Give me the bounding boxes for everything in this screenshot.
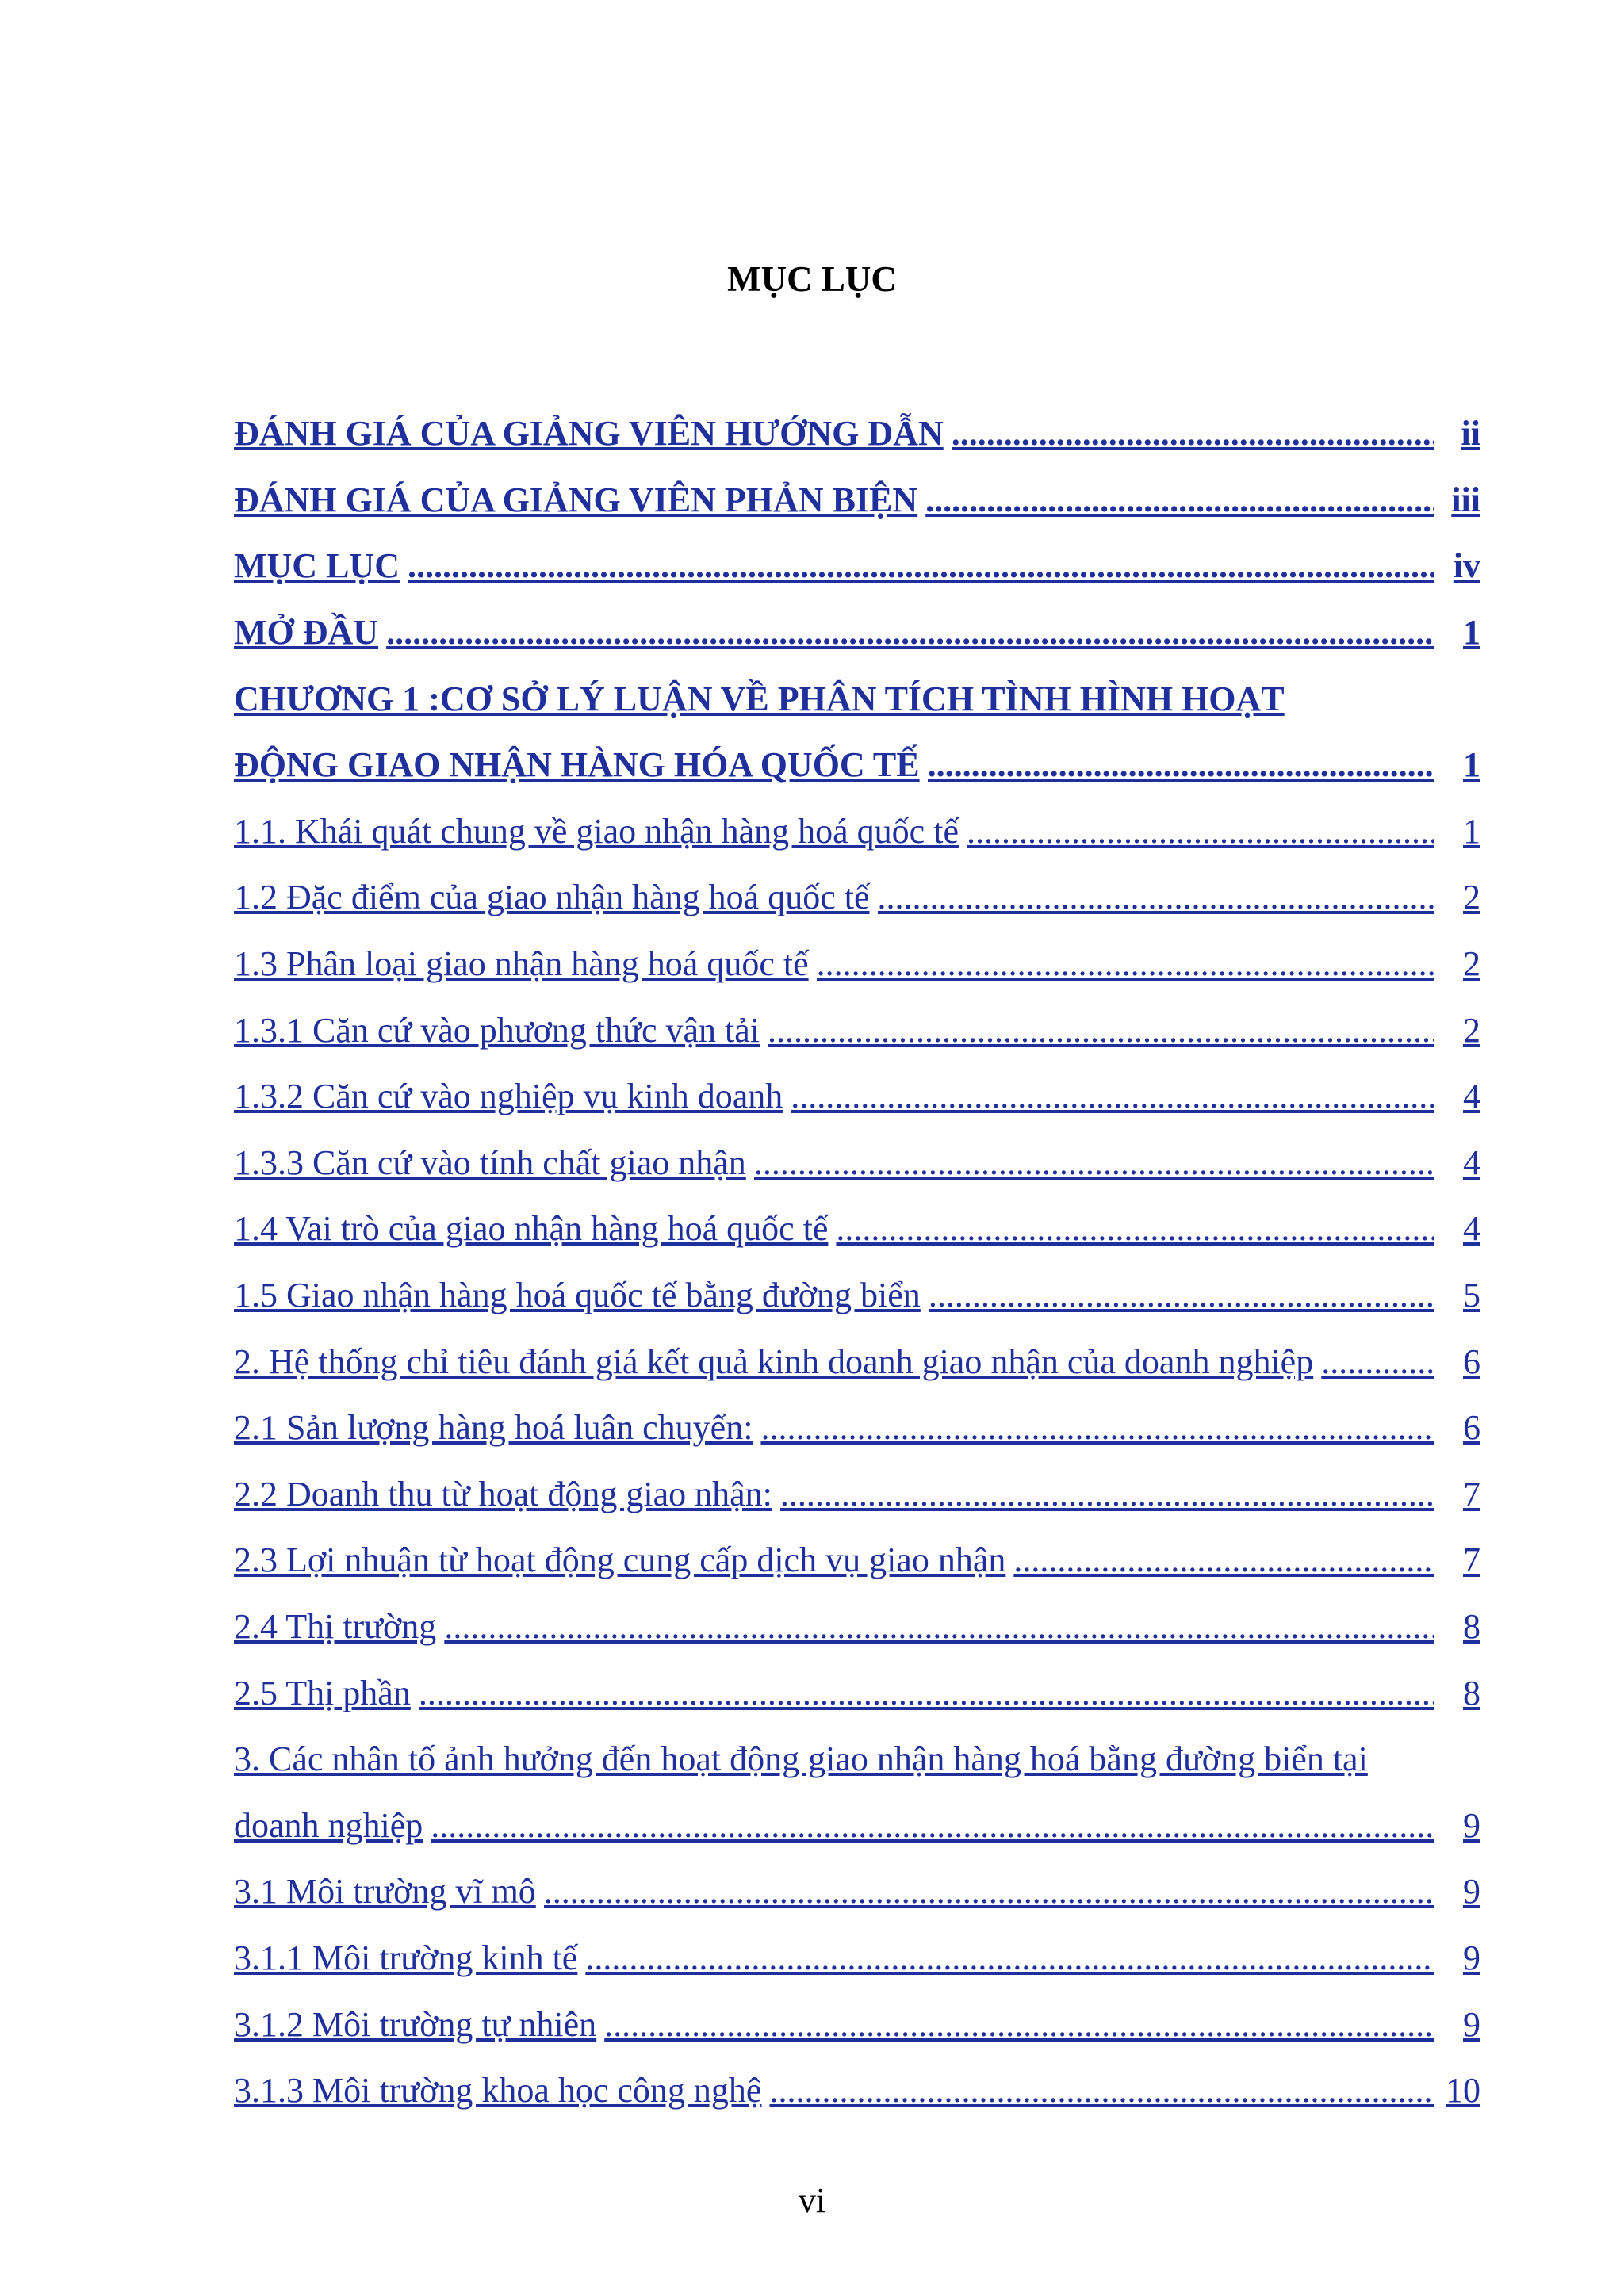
toc-entry-link[interactable] [234, 1739, 1439, 1779]
toc-entry [234, 599, 1480, 666]
dot-leader [1013, 1540, 1434, 1580]
toc-entry-page-number[interactable]: iv [1453, 546, 1480, 586]
dot-leader [769, 2070, 1434, 2110]
dot-leader [386, 612, 1434, 652]
toc-entry [234, 1991, 1480, 2057]
toc-entry-link[interactable] [234, 612, 1439, 652]
toc-entry [234, 467, 1480, 534]
toc-entry-link[interactable] [234, 1805, 1439, 1846]
toc-entry [234, 1594, 1480, 1660]
toc-entry-page-number[interactable]: 9 [1463, 1805, 1480, 1845]
toc-entry-label: 1.3 Phân loại giao nhận hàng hoá quốc tế [234, 944, 809, 984]
toc-entry-label: CHƯƠNG 1 :CƠ SỞ LÝ LUẬN VỀ PHÂN TÍCH TÌNH HÌNH HOẠT [234, 679, 1285, 718]
dot-leader [585, 1938, 1434, 1978]
toc-entry-page-number[interactable]: 9 [1463, 1938, 1480, 1977]
toc-entry-link[interactable] [234, 1275, 1439, 1315]
toc-entry [234, 1792, 1480, 1858]
toc-entry-label: 1.2 Đặc điểm của giao nhận hàng hoá quốc tế [234, 878, 870, 917]
toc-entry-page-number[interactable]: 8 [1463, 1606, 1480, 1646]
toc-entry-page-number[interactable]: ii [1461, 414, 1480, 453]
toc-entry-page-number[interactable]: 9 [1463, 2004, 1480, 2044]
toc-entry [234, 1196, 1480, 1262]
toc-entry-link[interactable] [234, 1208, 1439, 1249]
toc-entry-page-number[interactable]: 1 [1463, 613, 1480, 652]
dot-leader [780, 1474, 1434, 1514]
toc-entry-label: ĐÁNH GIÁ CỦA GIẢNG VIÊN HƯỚNG DẪN [234, 414, 944, 453]
toc-entry-link[interactable] [234, 1076, 1439, 1116]
toc-entry-label: 2.1 Sản lượng hàng hoá luân chuyển: [234, 1408, 753, 1448]
toc-entry-label: 1.3.3 Căn cứ vào tính chất giao nhận [234, 1142, 746, 1182]
toc-entry-link[interactable] [234, 545, 1439, 586]
toc-entry [234, 1130, 1480, 1196]
dot-leader [444, 1606, 1434, 1647]
toc-entry [234, 798, 1480, 865]
toc-entry [234, 1925, 1480, 1992]
toc-entry-link[interactable] [234, 1407, 1439, 1448]
dot-leader [836, 1208, 1434, 1249]
dot-leader [760, 1407, 1434, 1448]
dot-leader [929, 1275, 1434, 1315]
toc-entry-page-number[interactable]: 10 [1446, 2071, 1480, 2110]
toc-entry-label: ĐỘNG GIAO NHẬN HÀNG HÓA QUỐC TẾ [234, 745, 920, 785]
toc-entry-label: 2.4 Thị trường [234, 1606, 437, 1646]
toc-entry-page-number[interactable]: 2 [1463, 878, 1480, 917]
toc-entry-page-number[interactable]: 1 [1463, 745, 1480, 785]
toc-entry [234, 1328, 1480, 1395]
toc-entry-label: 2. Hệ thống chỉ tiêu đánh giá kết quả kinh doanh giao nhận của doanh nghiệp [234, 1341, 1314, 1381]
toc-entry-page-number[interactable]: 7 [1463, 1474, 1480, 1513]
toc-entry-label: 1.4 Vai trò của giao nhận hàng hoá quốc tế [234, 1209, 829, 1249]
dot-leader [604, 2004, 1434, 2045]
toc-entry-label: 1.5 Giao nhận hàng hoá quốc tế bằng đường biển [234, 1276, 921, 1315]
toc-entry-link[interactable] [234, 811, 1439, 851]
toc-entry-page-number[interactable]: 5 [1463, 1276, 1480, 1315]
toc-entry-link[interactable] [234, 1540, 1439, 1580]
toc-entry [234, 2057, 1480, 2124]
toc-entry-page-number[interactable]: 2 [1463, 944, 1480, 984]
toc-entry-label: MỤC LỤC [234, 546, 400, 586]
dot-leader [817, 943, 1434, 984]
toc-entry-link[interactable] [234, 480, 1439, 520]
dot-leader [967, 811, 1434, 851]
toc-entry [234, 931, 1480, 997]
toc-entry-page-number[interactable]: 2 [1463, 1010, 1480, 1050]
toc-entry-link[interactable] [234, 1341, 1439, 1382]
dot-leader [431, 1805, 1434, 1846]
toc-entry [234, 1659, 1480, 1726]
toc-entry-label: 2.2 Doanh thu từ hoạt động giao nhận: [234, 1474, 772, 1513]
page-number: vi [798, 2181, 826, 2220]
dot-leader [791, 1076, 1434, 1116]
toc-entry-link[interactable] [234, 413, 1439, 453]
toc-entry-label: 3.1.2 Môi trường tự nhiên [234, 2004, 597, 2044]
dot-leader [754, 1142, 1434, 1183]
page-title: MỤC LỤC [727, 259, 897, 299]
toc-entry [234, 1395, 1480, 1461]
toc-entry-link[interactable] [234, 2070, 1439, 2110]
toc-entry-link[interactable] [234, 744, 1439, 785]
toc-entry [234, 533, 1480, 599]
toc-entry [234, 1527, 1480, 1594]
toc-entry [234, 1262, 1480, 1329]
toc-entry-link[interactable] [234, 877, 1439, 917]
toc-entry-link[interactable] [234, 1142, 1439, 1183]
toc-entry [234, 400, 1480, 467]
toc-entry-label: ĐÁNH GIÁ CỦA GIẢNG VIÊN PHẢN BIỆN [234, 480, 918, 519]
toc-entry [234, 1461, 1480, 1528]
toc-entry-label: 2.5 Thị phần [234, 1673, 411, 1712]
toc-entry-page-number[interactable]: iii [1451, 480, 1480, 519]
dot-leader [768, 1010, 1434, 1050]
toc-entry-label: doanh nghiệp [234, 1805, 423, 1845]
toc-entry-link[interactable] [234, 1474, 1439, 1514]
toc-entry-label: 3.1.3 Môi trường khoa học công nghệ [234, 2071, 762, 2110]
toc-entry-link[interactable] [234, 679, 1439, 719]
toc-entry [234, 864, 1480, 931]
toc-entry-label: 1.3.2 Căn cứ vào nghiệp vụ kinh doanh [234, 1077, 783, 1116]
toc-entry-link[interactable] [234, 1010, 1439, 1050]
dot-leader [544, 1871, 1434, 1911]
toc-entry-label: 1.3.1 Căn cứ vào phương thức vận tải [234, 1010, 760, 1050]
toc-entry-link[interactable] [234, 943, 1439, 984]
toc-entry-label: 3.1.1 Môi trường kinh tế [234, 1938, 578, 1977]
toc-entry [234, 1063, 1480, 1130]
table-of-contents [234, 400, 1480, 2123]
dot-leader [878, 877, 1435, 917]
toc-entry-label: 3.1 Môi trường vĩ mô [234, 1872, 536, 1911]
dot-leader [952, 413, 1434, 453]
toc-entry-label: MỞ ĐẦU [234, 613, 379, 652]
toc-entry [234, 1726, 1480, 1793]
dot-leader [1321, 1341, 1434, 1382]
toc-entry [234, 1858, 1480, 1925]
toc-entry [234, 997, 1480, 1063]
toc-entry-label: 3. Các nhân tố ảnh hưởng đến hoạt động giao nhận hàng hoá bằng đường biển tại [234, 1739, 1368, 1779]
toc-entry-link[interactable] [234, 1938, 1439, 1978]
toc-entry-page-number[interactable]: 6 [1463, 1408, 1480, 1448]
toc-entry-link[interactable] [234, 2004, 1439, 2045]
toc-entry-page-number[interactable]: 4 [1463, 1077, 1480, 1116]
toc-entry-link[interactable] [234, 1673, 1439, 1713]
toc-entry-page-number[interactable]: 7 [1463, 1540, 1480, 1580]
dot-leader [419, 1673, 1434, 1713]
toc-entry-page-number[interactable]: 1 [1463, 811, 1480, 851]
toc-entry [234, 665, 1480, 732]
toc-entry-link[interactable] [234, 1606, 1439, 1647]
toc-entry-page-number[interactable]: 8 [1463, 1673, 1480, 1712]
dot-leader [408, 545, 1434, 586]
toc-entry-page-number[interactable]: 9 [1463, 1872, 1480, 1911]
toc-entry-label: 2.3 Lợi nhuận từ hoạt động cung cấp dịch vụ giao nhận [234, 1540, 1006, 1580]
toc-entry [234, 732, 1480, 798]
toc-entry-page-number[interactable]: 4 [1463, 1209, 1480, 1249]
dot-leader [925, 480, 1434, 520]
toc-entry-link[interactable] [234, 1871, 1439, 1911]
toc-entry-page-number[interactable]: 6 [1463, 1341, 1480, 1381]
toc-entry-page-number[interactable]: 4 [1463, 1142, 1480, 1182]
toc-entry-label: 1.1. Khái quát chung về giao nhận hàng hoá quốc tế [234, 811, 959, 851]
dot-leader [928, 744, 1434, 785]
